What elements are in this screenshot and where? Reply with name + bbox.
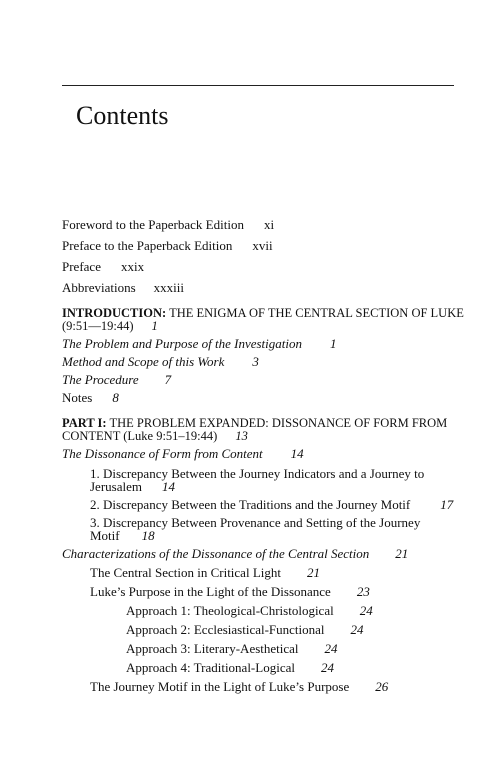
- entry-label: Luke’s Purpose in the Light of the Dissonance: [90, 584, 331, 599]
- entry-page: 24: [359, 603, 373, 618]
- entry-label: 3. Discrepancy Between Provenance and Setting of the Journey: [90, 515, 421, 530]
- entry-page: 24: [320, 660, 334, 675]
- entry-page: 24: [324, 641, 338, 656]
- heading-bold: INTRODUCTION:: [62, 306, 167, 320]
- toc-entry-method-scope[interactable]: [62, 355, 259, 369]
- toc-entry-journey-motif[interactable]: [90, 680, 388, 694]
- entry-label: Notes: [62, 390, 93, 405]
- toc-entry-foreword[interactable]: [62, 218, 274, 232]
- entry-page: 1: [330, 336, 337, 351]
- entry-label: Characterizations of the Dissonance of the Central Section: [62, 546, 370, 561]
- heading-text: THE PROBLEM EXPANDED: DISSONANCE OF FORM FROM: [106, 416, 448, 430]
- toc-entry-characterizations[interactable]: [62, 547, 408, 561]
- toc-entry-critical-light[interactable]: [90, 566, 320, 580]
- entry-label: 1. Discrepancy Between the Journey Indicators and a Journey to: [90, 466, 425, 481]
- entry-label: Preface to the Paperback Edition: [62, 238, 233, 253]
- toc-entry-discrepancy-3[interactable]: [90, 516, 420, 530]
- entry-page: xi: [263, 217, 275, 232]
- heading-bold: PART I:: [62, 416, 107, 430]
- entry-page: xvii: [252, 238, 273, 253]
- entry-page: 26: [375, 679, 389, 694]
- entry-page: 23: [356, 584, 370, 599]
- toc-entry-discrepancy-3-line2[interactable]: [90, 529, 155, 543]
- entry-label: Method and Scope of this Work: [62, 354, 225, 369]
- entry-label-line2: Motif: [90, 528, 120, 543]
- entry-label: Foreword to the Paperback Edition: [62, 217, 244, 232]
- entry-page: 24: [350, 622, 364, 637]
- toc-heading-part1[interactable]: [62, 416, 447, 430]
- entry-page: 8: [112, 390, 119, 405]
- entry-label: Approach 4: Traditional-Logical: [126, 660, 295, 675]
- entry-label: Approach 3: Literary-Aesthetical: [126, 641, 299, 656]
- entry-page: 14: [290, 446, 304, 461]
- entry-page: xxix: [120, 259, 145, 274]
- entry-page: 7: [164, 372, 172, 387]
- toc-heading-introduction-line2[interactable]: [62, 319, 158, 333]
- entry-page: 21: [306, 565, 320, 580]
- entry-label: The Dissonance of Form from Content: [62, 446, 263, 461]
- toc-entry-abbreviations[interactable]: [62, 281, 184, 295]
- entry-page: 17: [440, 497, 454, 512]
- toc-entry-approach-4[interactable]: [126, 661, 334, 675]
- entry-label: The Procedure: [62, 372, 139, 387]
- toc-entry-approach-3[interactable]: [126, 642, 338, 656]
- toc-entry-preface-paperback[interactable]: [62, 239, 273, 253]
- toc-entry-discrepancy-1-line2[interactable]: [90, 480, 175, 494]
- toc-entry-approach-1[interactable]: [126, 604, 373, 618]
- toc-entry-dissonance[interactable]: [62, 447, 304, 461]
- heading-text-line2: (9:51—19:44): [62, 319, 134, 333]
- page-title: Contents: [76, 101, 169, 130]
- top-rule: [62, 85, 454, 86]
- entry-page: 14: [161, 479, 175, 494]
- entry-page: 3: [252, 354, 259, 369]
- entry-label: Approach 2: Ecclesiastical-Functional: [126, 622, 325, 637]
- toc-entry-notes[interactable]: [62, 391, 119, 405]
- toc-entry-discrepancy-2[interactable]: [90, 498, 453, 512]
- toc-heading-introduction[interactable]: [62, 306, 464, 320]
- entry-label: 2. Discrepancy Between the Traditions and the Journey Motif: [90, 497, 411, 512]
- entry-page: 1: [151, 319, 158, 333]
- entry-page: xxxiii: [153, 280, 184, 295]
- entry-label: The Journey Motif in the Light of Luke’s Purpose: [90, 679, 350, 694]
- entry-page: 21: [395, 546, 409, 561]
- heading-text-line2: CONTENT (Luke 9:51–19:44): [62, 429, 218, 443]
- entry-label: Approach 1: Theological-Christological: [126, 603, 334, 618]
- toc-entry-approach-2[interactable]: [126, 623, 364, 637]
- toc-entry-lukes-purpose[interactable]: [90, 585, 370, 599]
- entry-label: Abbreviations: [62, 280, 136, 295]
- entry-label-line2: Jerusalem: [90, 479, 142, 494]
- entry-label: Preface: [62, 259, 101, 274]
- heading-text: THE ENIGMA OF THE CENTRAL SECTION OF LUKE: [166, 306, 464, 320]
- entry-label: The Central Section in Critical Light: [90, 565, 281, 580]
- toc-heading-part1-line2[interactable]: [62, 429, 248, 443]
- entry-page: 18: [141, 528, 155, 543]
- toc-entry-problem-purpose[interactable]: [62, 337, 337, 351]
- entry-page: 13: [235, 429, 248, 443]
- toc-entry-procedure[interactable]: [62, 373, 171, 387]
- toc-entry-preface[interactable]: [62, 260, 144, 274]
- entry-label: The Problem and Purpose of the Investigation: [62, 336, 302, 351]
